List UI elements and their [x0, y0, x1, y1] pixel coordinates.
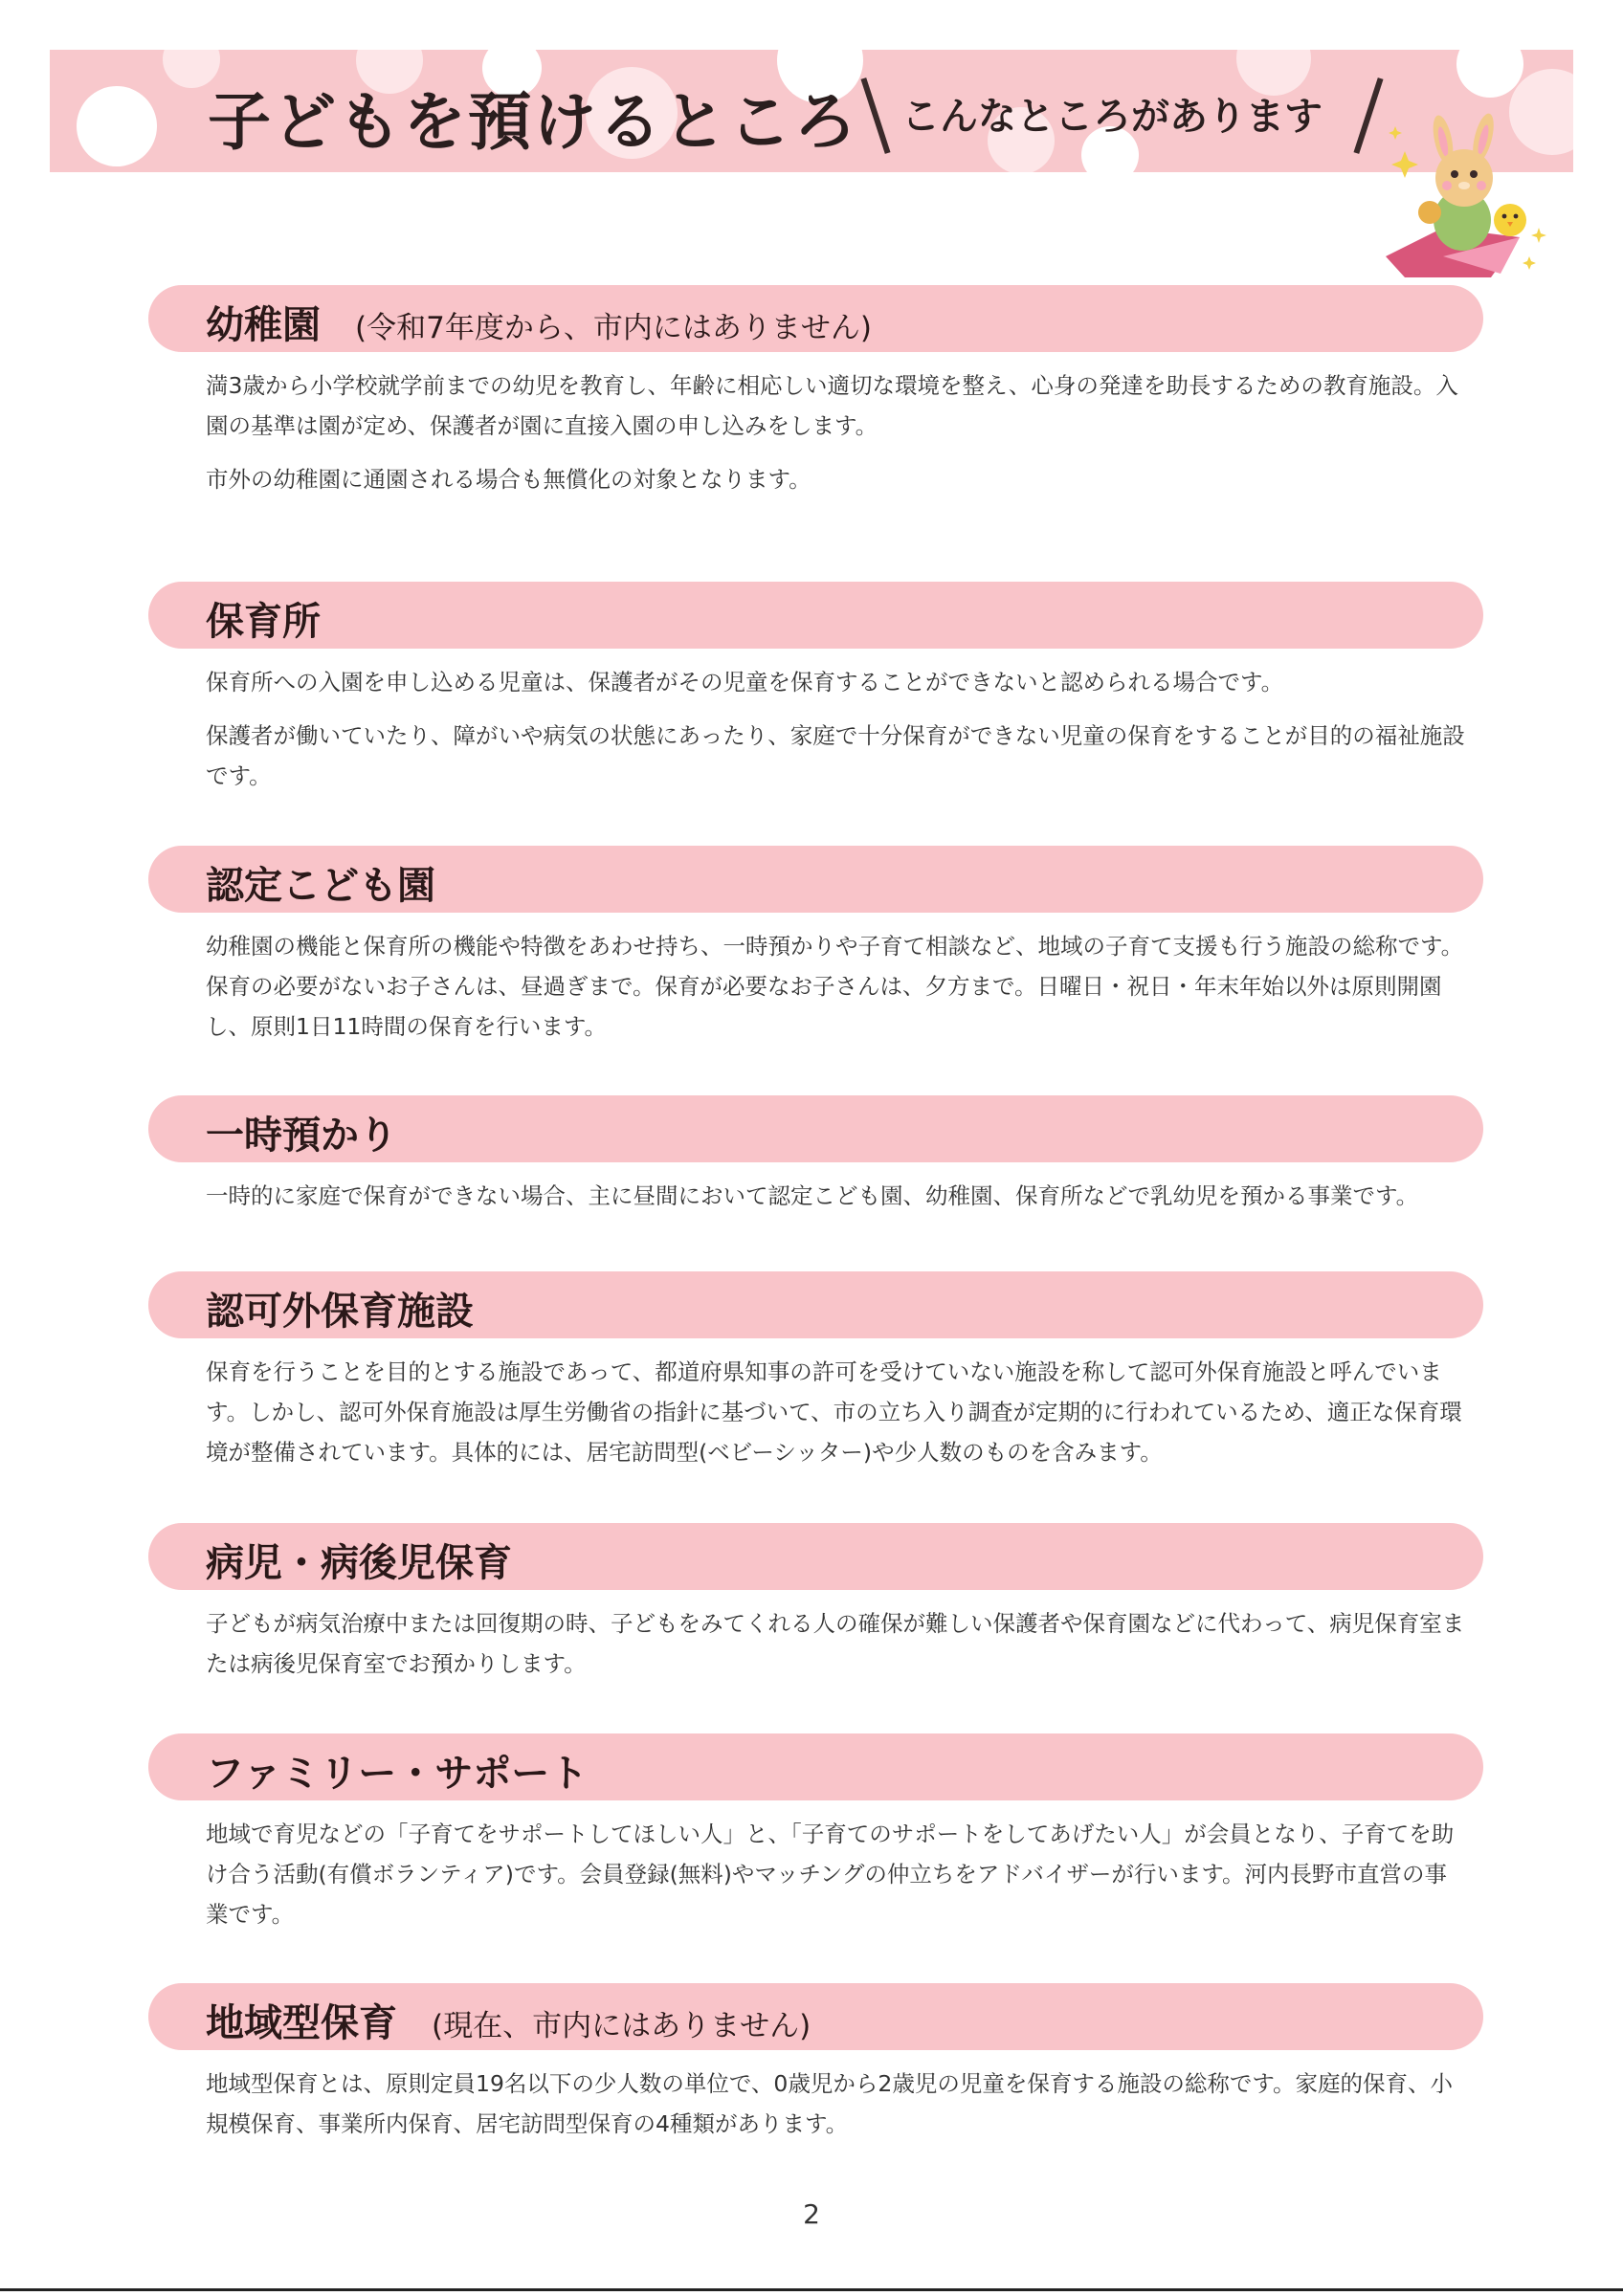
section-paragraph: 一時的に家庭で保育ができない場合、主に昼間において認定こども園、幼稚園、保育所などで乳幼児を預かる事業です。: [206, 1182, 1419, 1209]
section-paragraph: 保護者が働いていたり、障がいや病気の状態にあったり、家庭で十分保育ができない児童の保育をすることが目的の福祉施設です。: [206, 722, 1465, 789]
section-temporary-care: [148, 1095, 1483, 1229]
section-note: (現在、市内にはありません): [432, 2009, 812, 2043]
section-certified-center: [148, 846, 1483, 1060]
bottom-border: [0, 2288, 1623, 2291]
chick-mascot-icon: [1494, 204, 1526, 236]
section-title-text: 病児・病後児保育: [206, 1541, 512, 1585]
section-title-text: 一時預かり: [206, 1114, 397, 1158]
section-header-bar: [148, 1733, 1483, 1800]
section-title-text: 保育所: [206, 600, 321, 644]
section-body: [206, 662, 1469, 796]
section-title: [206, 591, 321, 646]
section-title-text: 地域型保育: [206, 2001, 397, 2045]
section-kindergarten: [148, 285, 1483, 513]
section-title: [206, 1533, 512, 1587]
banner-dot: [77, 86, 157, 166]
section-title: [206, 1105, 397, 1159]
section-paragraph: 保育所への入園を申し込める児童は、保護者がその児童を保育することができないと認められる場合です。: [206, 669, 1284, 695]
section-header-bar: [148, 1523, 1483, 1590]
section-title: [206, 1281, 474, 1336]
section-body: [206, 2064, 1469, 2144]
section-body: [206, 1176, 1469, 1216]
section-title: [206, 295, 872, 349]
section-title: [206, 1743, 588, 1798]
section-unlicensed-facility: [148, 1271, 1483, 1486]
section-header-bar: [148, 285, 1483, 352]
section-sick-child-care: [148, 1523, 1483, 1697]
section-body: [206, 1814, 1469, 1934]
section-nursery: [148, 582, 1483, 809]
section-paragraph: 満3歳から小学校就学前までの幼児を教育し、年齢に相応しい適切な環境を整え、心身の発達を助長するための教育施設。入園の基準は園が定め、保護者が園に直接入園の申し込みをします。: [206, 372, 1458, 439]
section-header-bar: [148, 1095, 1483, 1162]
section-paragraph: 地域型保育とは、原則定員19名以下の少人数の単位で、0歳児から2歳児の児童を保育する施設の総称です。家庭的保育、小規模保育、事業所内保育、居宅訪問型保育の4種類があります。: [206, 2070, 1453, 2137]
page-title: 子どもを預けるところ: [208, 85, 858, 159]
section-body: [206, 1603, 1469, 1684]
slash-left: [860, 77, 890, 154]
section-title-text: 認可外保育施設: [206, 1290, 474, 1334]
header-banner: [50, 50, 1573, 172]
section-title-text: ファミリー・サポート: [206, 1752, 589, 1796]
section-paragraph: 地域で育児などの「子育てをサポートしてほしい人」と、「子育てのサポートをしてあげたい人」が会員となり、子育てを助け合う活動(有償ボランティア)です。会員登録(無料)やマッチングの仲立ちをアドバイザーが行います。河内長野市直営の事業です。: [206, 1821, 1455, 1928]
section-header-bar: [148, 846, 1483, 913]
section-paragraph: 幼稚園の機能と保育所の機能や特徴をあわせ持ち、一時預かりや子育て相談など、地域の子育て支援も行う施設の総称です。 保育の必要がないお子さんは、昼過ぎまで。保育が必要なお子さんは、夕方まで。日曜日・祝日・年末年始以外は原則開園し、原則1日11時間の保育を行います。: [206, 933, 1464, 1040]
section-paragraph: 保育を行うことを目的とする施設であって、都道府県知事の許可を受けていない施設を称して認可外保育施設と呼んでいます。しかし、認可外保育施設は厚生労働省の指針に基づいて、市の立ち入り調査が定期的に行われているため、適正な保育環境が整備されています。具体的には、居宅訪問型(ベビーシッター)や少人数のものを含みます。: [206, 1358, 1462, 1466]
section-header-bar: [148, 1271, 1483, 1338]
page-subtitle: こんなところがあります: [901, 95, 1323, 139]
section-paragraph: 子どもが病気治療中または回復期の時、子どもをみてくれる人の確保が難しい保護者や保育園などに代わって、病児保育室または病後児保育室でお預かりします。: [206, 1610, 1465, 1677]
section-body: [206, 926, 1469, 1047]
section-family-support: [148, 1733, 1483, 1948]
section-community-care: [148, 1983, 1483, 2157]
section-title-text: 幼稚園: [206, 303, 321, 347]
page-number: 2: [803, 2198, 820, 2230]
section-paragraph: 市外の幼稚園に通園される場合も無償化の対象となります。: [206, 466, 812, 493]
section-title-text: 認定こども園: [206, 864, 435, 908]
section-header-bar: [148, 1983, 1483, 2050]
bunny-mascot-icon: [1376, 113, 1564, 280]
section-title: [206, 1993, 811, 2047]
section-header-bar: [148, 582, 1483, 649]
section-body: [206, 1352, 1469, 1472]
section-note: (令和7年度から、市内にはありません): [355, 311, 872, 345]
section-body: [206, 365, 1469, 499]
section-title: [206, 855, 435, 910]
